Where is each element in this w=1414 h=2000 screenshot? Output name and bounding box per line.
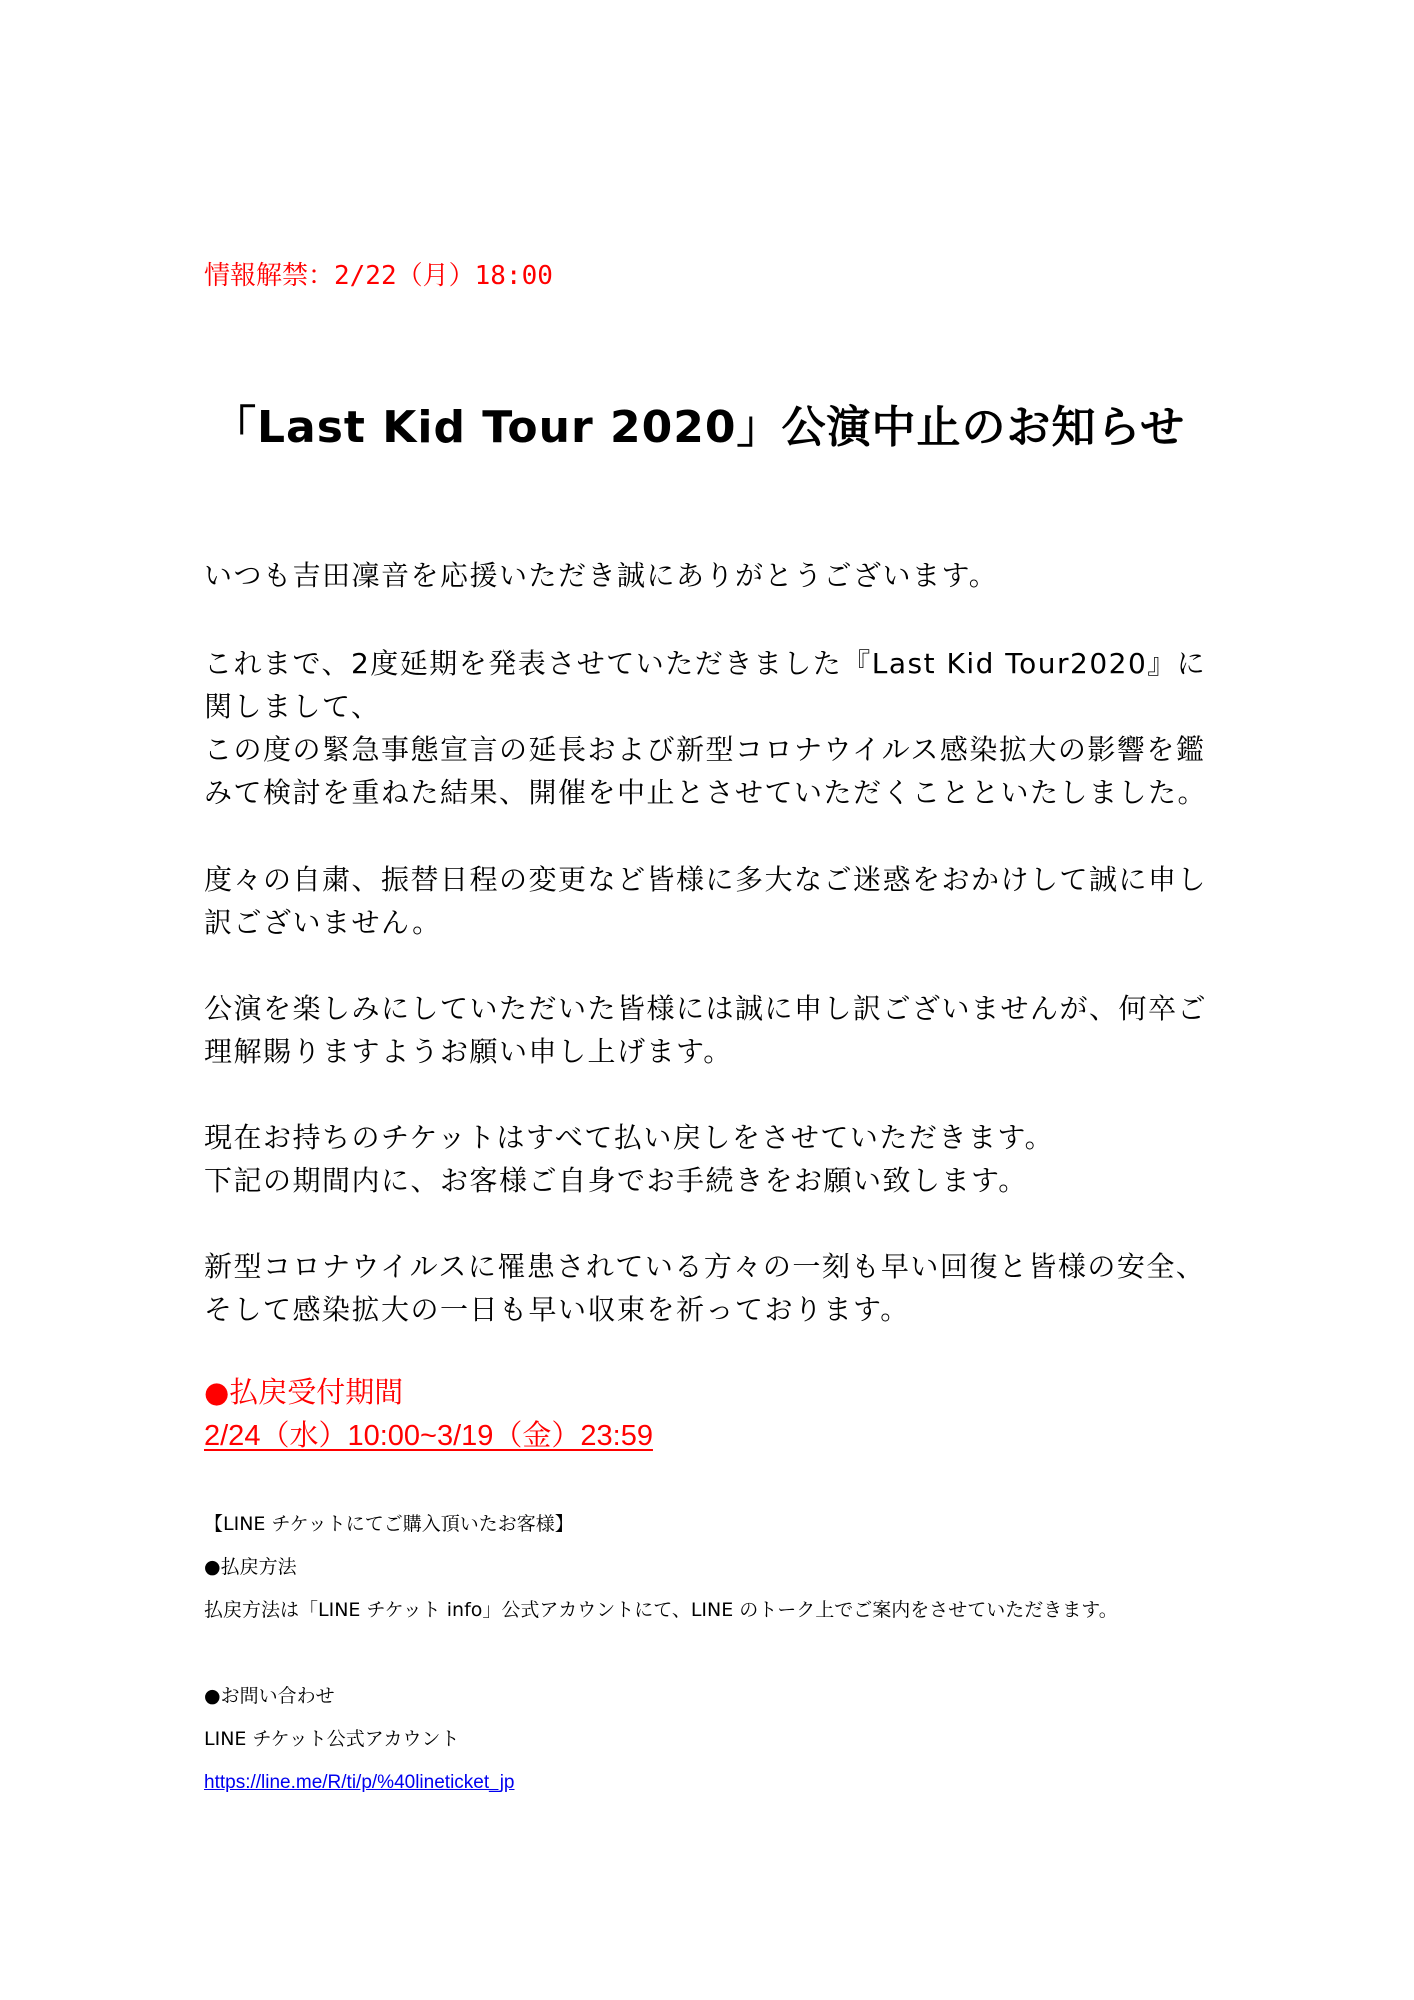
contact-heading: ●お問い合わせ <box>204 1685 335 1707</box>
announcement-paragraph <box>204 642 1214 814</box>
paragraph-text: 新型コロナウイルスに罹患されている方々の一刻も早い回復と皆様の安全、そして感染拡大の一日も早い収束を祈っております。 <box>204 1250 1206 1326</box>
paragraph-text: この度の緊急事態宣言の延長および新型コロナウイルス感染拡大の影響を鑑みて検討を重ねた結果、開催を中止とさせていただくことといたしました。 <box>204 733 1208 809</box>
contact-link-wrapper <box>204 1767 515 1798</box>
contact-link[interactable]: https://line.me/R/ti/p/%40lineticket_jp <box>204 1772 515 1793</box>
page-title: 「Last Kid Tour 2020」公演中止のお知らせ <box>212 402 1186 453</box>
understanding-paragraph <box>204 987 1214 1073</box>
release-notice: 情報解禁：2/22（月）18:00 <box>204 261 553 291</box>
refund-method-text: 払戻方法は「LINE チケット info」公式アカウントにて、LINE のトーク上でご案内をさせていただきます。 <box>204 1599 1118 1621</box>
paragraph-text: 下記の期間内に、お客様ご自身でお手続きをお願い致します。 <box>204 1164 1028 1197</box>
contact-name: LINE チケット公式アカウント <box>204 1728 460 1750</box>
greeting-paragraph <box>204 554 1214 597</box>
paragraph-text: これまで、2度延期を発表させていただきました『Last Kid Tour2020』に関しまして、 <box>204 647 1207 723</box>
paragraph-text: 公演を楽しみにしていただいた皆様には誠に申し訳ございませんが、何卒ご理解賜りますようお願い申し上げます。 <box>204 992 1208 1068</box>
line-ticket-heading: 【LINE チケットにてご購入頂いたお客様】 <box>204 1513 574 1535</box>
apology-paragraph <box>204 858 1214 944</box>
refund-period-dates: 2/24（水）10:00~3/19（金）23:59 <box>204 1420 653 1452</box>
refund-method-heading: ●払戻方法 <box>204 1556 297 1578</box>
refund-period-heading: ●払戻受付期間 <box>204 1375 404 1409</box>
refund-paragraph <box>204 1116 1214 1202</box>
paragraph-text: 現在お持ちのチケットはすべて払い戻しをさせていただきます。 <box>204 1121 1055 1154</box>
paragraph-text: 度々の自粛、振替日程の変更など皆様に多大なご迷惑をおかけして誠に申し訳ございません。 <box>204 863 1208 939</box>
paragraph-text: いつも吉田凜音を応援いただき誠にありがとうございます。 <box>204 559 999 592</box>
closing-paragraph <box>204 1245 1214 1331</box>
